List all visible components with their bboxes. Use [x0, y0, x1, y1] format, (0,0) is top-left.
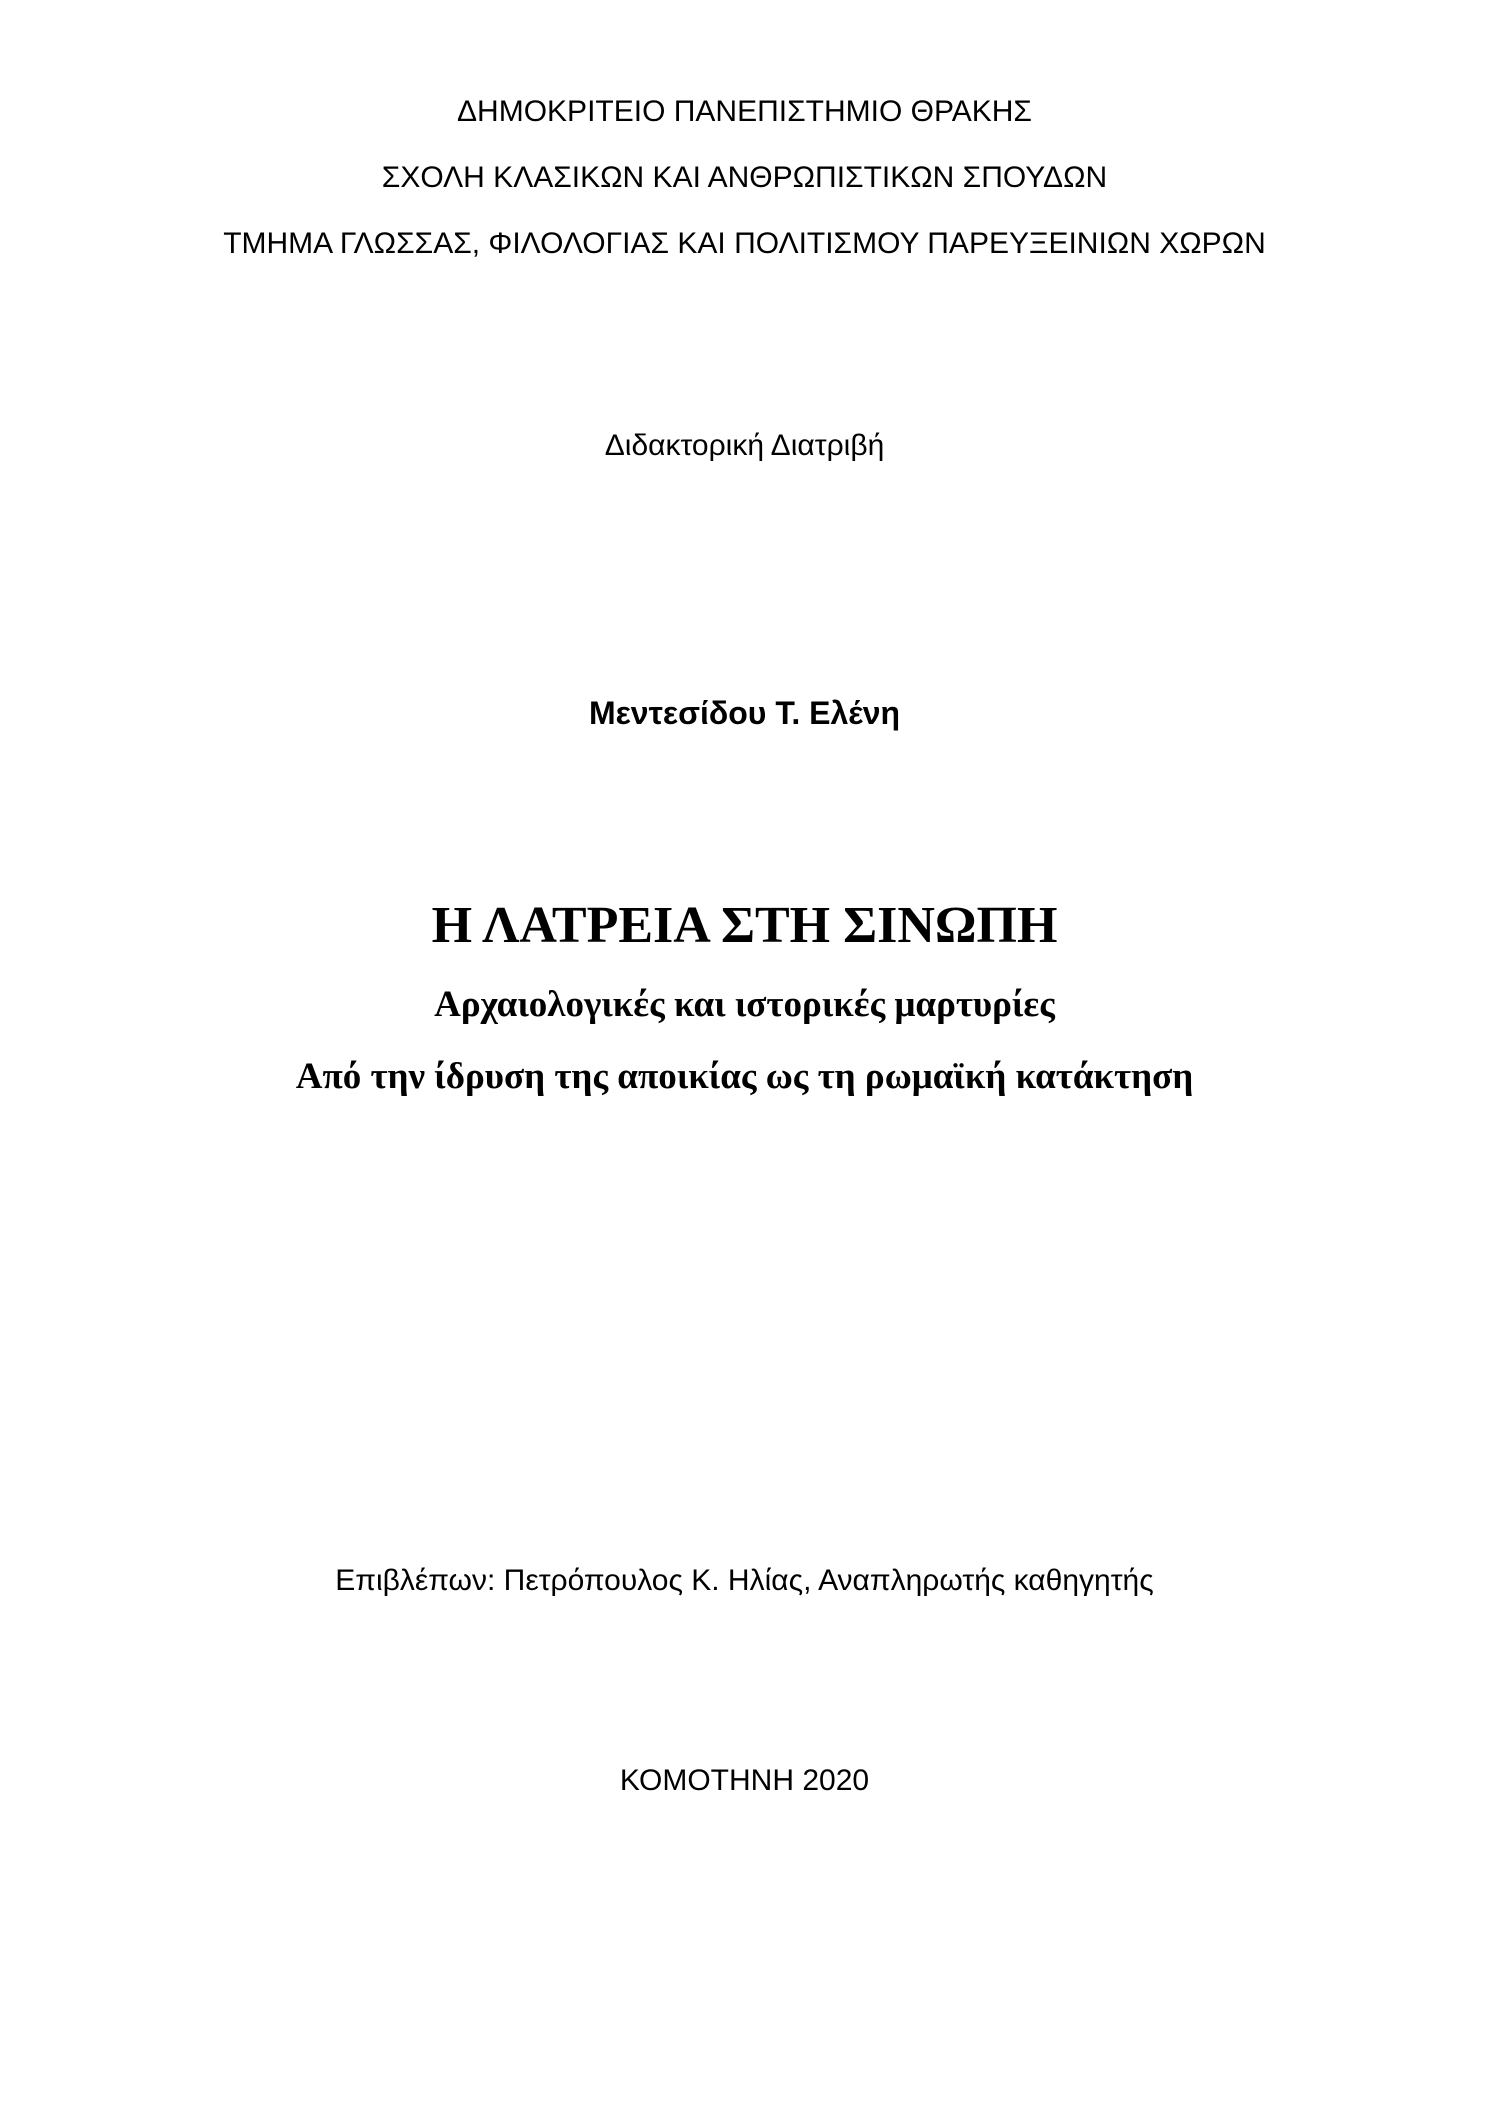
thesis-title: Η ΛΑΤΡΕΙΑ ΣΤΗ ΣΙΝΩΠΗ [431, 897, 1058, 954]
school-name: ΣΧΟΛΗ ΚΛΑΣΙΚΩΝ ΚΑΙ ΑΝΘΡΩΠΙΣΤΙΚΩΝ ΣΠΟΥΔΩΝ [381, 161, 1108, 194]
document-type: Διδακτορική Διατριβή [604, 429, 885, 462]
department-name: ΤΜΗΜΑ ΓΛΩΣΣΑΣ, ΦΙΛΟΛΟΓΙΑΣ ΚΑΙ ΠΟΛΙΤΙΣΜΟΥ ΠΑΡΕΥΞΕΙΝΙΩΝ ΧΩΡΩΝ [223, 227, 1266, 260]
thesis-subtitle-1: Αρχαιολογικές και ιστορικές μαρτυρίες [434, 984, 1055, 1025]
supervisor-info: Επιβλέπων: Πετρόπουλος Κ. Ηλίας, Αναπληρωτής καθηγητής [335, 1564, 1154, 1597]
university-name: ΔΗΜΟΚΡΙΤΕΙΟ ΠΑΝΕΠΙΣΤΗΜΙΟ ΘΡΑΚΗΣ [457, 95, 1032, 128]
thesis-subtitle-2: Από την ίδρυση της αποικίας ως τη ρωμαϊκή κατάκτηση [295, 1056, 1194, 1097]
author-name: Μεντεσίδου Τ. Ελένη [588, 695, 901, 731]
place-year: ΚΟΜΟΤΗΝΗ 2020 [619, 1764, 870, 1797]
